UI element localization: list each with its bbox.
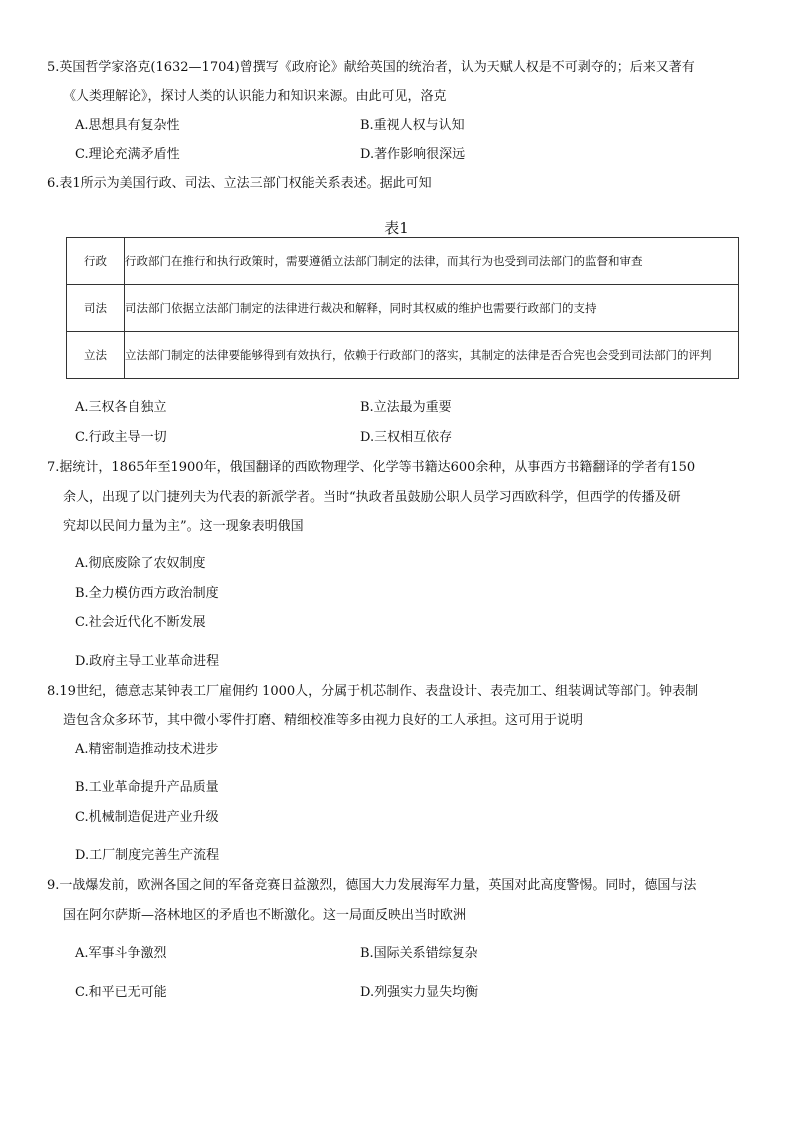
table-row-text: 行政部门在推行和执行政策时，需要遵循立法部门制定的法律，而其行为也受到司法部门的监督和审查 bbox=[125, 238, 739, 285]
table-caption: 表1 bbox=[384, 219, 409, 237]
q7-stem-line-2: 余人，出现了以门捷列夫为代表的新派学者。当时“执政者虽鼓励公职人员学习西欧科学，但西学的传播及研 bbox=[63, 490, 681, 505]
q7-option-c: C.社会近代化不断发展 bbox=[75, 615, 206, 630]
q6-option-d: D.三权相互依存 bbox=[360, 430, 453, 445]
table-row-text: 立法部门制定的法律要能够得到有效执行，依赖于行政部门的落实，其制定的法律是否合宪也会受到司法部门的评判 bbox=[125, 332, 739, 379]
q9-option-c: C.和平已无可能 bbox=[75, 985, 167, 1000]
q5-option-b: B.重视人权与认知 bbox=[360, 118, 465, 133]
q6-stem: 6.表1所示为美国行政、司法、立法三部门权能关系表述。据此可知 bbox=[47, 176, 432, 191]
q6-option-b: B.立法最为重要 bbox=[360, 400, 452, 415]
q7-option-a: A.彻底废除了农奴制度 bbox=[75, 556, 206, 571]
q7-stem-line-1: 7.据统计，1865年至1900年，俄国翻译的西欧物理学、化学等书籍达600余种，从事西方书籍翻译的学者有150 bbox=[47, 460, 696, 475]
q7-option-d: D.政府主导工业革命进程 bbox=[75, 654, 220, 669]
q5-option-a: A.思想具有复杂性 bbox=[75, 118, 180, 133]
q5-stem-line-1: 5.英国哲学家洛克(1632—1704)曾撰写《政府论》献给英国的统治者，认为天赋人权是不可剥夺的；后来又著有 bbox=[47, 60, 695, 75]
table-row bbox=[67, 332, 739, 379]
q8-option-c: C.机械制造促进产业升级 bbox=[75, 810, 219, 825]
q8-option-d: D.工厂制度完善生产流程 bbox=[75, 848, 220, 863]
q8-option-b: B.工业革命提升产品质量 bbox=[75, 780, 219, 795]
q9-stem-line-1: 9.一战爆发前，欧洲各国之间的军备竞赛日益激烈，德国大力发展海军力量，英国对此高度警惕。同时，德国与法 bbox=[47, 878, 697, 893]
q7-option-b: B.全力模仿西方政治制度 bbox=[75, 586, 219, 601]
q8-stem-line-1: 8.19世纪，德意志某钟表工厂雇佣约 1000人，分属于机芯制作、表盘设计、表壳加工、组装调试等部门。钟表制 bbox=[47, 684, 699, 699]
q5-stem-line-2: 《人类理解论》，探讨人类的认识能力和知识来源。由此可见，洛克 bbox=[63, 89, 447, 104]
powers-table bbox=[66, 237, 739, 379]
q6-option-c: C.行政主导一切 bbox=[75, 430, 167, 445]
q7-stem-line-3: 究却以民间力量为主”。这一现象表明俄国 bbox=[63, 519, 304, 534]
q5-option-d: D.著作影响很深远 bbox=[360, 147, 466, 162]
q9-stem-line-2: 国在阿尔萨斯—洛林地区的矛盾也不断激化。这一局面反映出当时欧洲 bbox=[63, 908, 467, 923]
table-row-label: 行政 bbox=[67, 238, 125, 285]
q9-option-b: B.国际关系错综复杂 bbox=[360, 946, 478, 961]
table-row bbox=[67, 285, 739, 332]
q8-option-a: A.精密制造推动技术进步 bbox=[75, 742, 219, 757]
table-row bbox=[67, 238, 739, 285]
table-row-label: 司法 bbox=[67, 285, 125, 332]
q9-option-a: A.军事斗争激烈 bbox=[75, 946, 167, 961]
q6-option-a: A.三权各自独立 bbox=[75, 400, 167, 415]
table-row-label: 立法 bbox=[67, 332, 125, 379]
q9-option-d: D.列强实力显失均衡 bbox=[360, 985, 479, 1000]
q8-stem-line-2: 造包含众多环节，其中微小零件打磨、精细校准等多由视力良好的工人承担。这可用于说明 bbox=[63, 713, 584, 728]
q5-option-c: C.理论充满矛盾性 bbox=[75, 147, 180, 162]
table-row-text: 司法部门依据立法部门制定的法律进行裁决和解释，同时其权威的维护也需要行政部门的支持 bbox=[125, 285, 739, 332]
